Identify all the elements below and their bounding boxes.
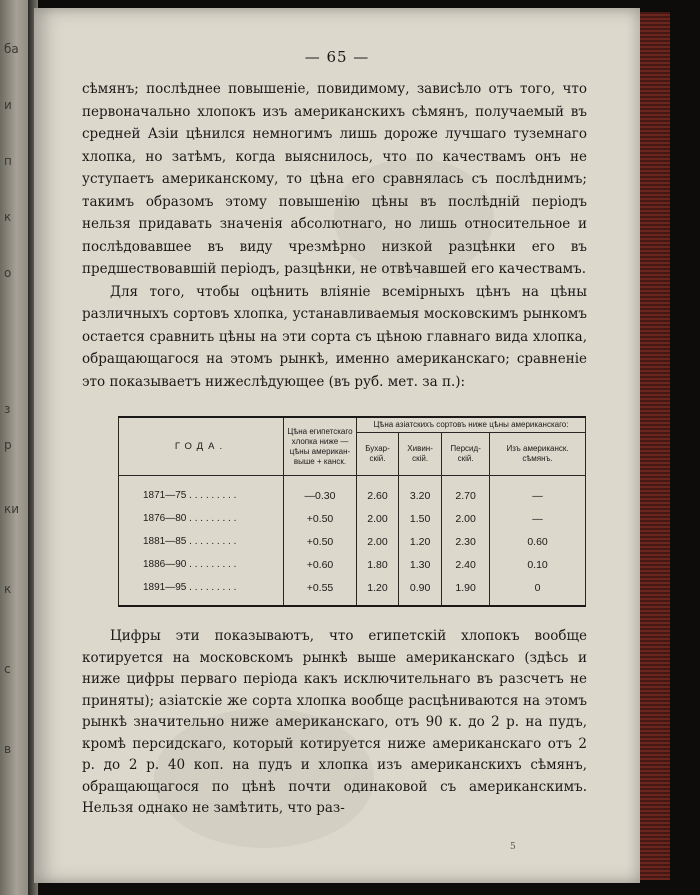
cell-egypt: +0.60 bbox=[284, 553, 357, 576]
cell-american-seeds: 0.60 bbox=[490, 530, 586, 553]
cell-bukhara: 2.00 bbox=[357, 507, 399, 530]
cell-american-seeds: 0.10 bbox=[490, 553, 586, 576]
cell-bukhara: 1.20 bbox=[357, 576, 399, 606]
book-page bbox=[34, 8, 640, 883]
bottom-text-block bbox=[82, 626, 587, 820]
cell-period: 1886—90 . . . . . . . . . bbox=[119, 553, 284, 576]
cell-persia: 1.90 bbox=[442, 576, 490, 606]
header-asia-group: Цѣна азіатскихъ сортовъ ниже цѣны американскаго: bbox=[357, 417, 586, 433]
table-row bbox=[119, 507, 586, 530]
cell-period: 1876—80 . . . . . . . . . bbox=[119, 507, 284, 530]
subheader-khiva: Хивинскій. bbox=[399, 433, 442, 476]
cell-american-seeds: — bbox=[490, 476, 586, 508]
cell-persia: 2.00 bbox=[442, 507, 490, 530]
table-row bbox=[119, 553, 586, 576]
cell-period: 1891—95 . . . . . . . . . bbox=[119, 576, 284, 606]
cell-khiva: 0.90 bbox=[399, 576, 442, 606]
left-fragment: ки bbox=[4, 502, 20, 516]
left-fragment: в bbox=[4, 742, 12, 756]
cell-american-seeds: — bbox=[490, 507, 586, 530]
cell-bukhara: 2.60 bbox=[357, 476, 399, 508]
left-fragment: и bbox=[4, 98, 12, 112]
left-fragment: з bbox=[4, 402, 11, 416]
cell-egypt: +0.55 bbox=[284, 576, 357, 606]
paragraph: сѣмянъ; послѣднее повышеніе, повидимому, зависѣло отъ того, что первоначально хлопокъ изъ американскихъ сѣмянъ, получаемый въ средней Азіи цѣнился немногимъ лишь дороже лучшаго туземнаго хлопка, но затѣмъ, когда выяснилось, что по качествамъ онъ не уступаетъ американскому, то цѣна его сравнялась съ послѣднимъ; такимъ образомъ этому повышенію цѣны въ послѣдній періодъ нельзя придавать значенія абсолютнаго, но лишь относительное и послѣдовавшее въ виду чрезмѣрно низкой разцѣнки его въ предшествовавшій періодъ, разцѣнки, не отвѣчавшей его качествамъ. bbox=[82, 81, 587, 277]
left-fragment: о bbox=[4, 266, 12, 280]
page-edge-stack bbox=[640, 12, 670, 880]
cell-khiva: 1.50 bbox=[399, 507, 442, 530]
subheader-bukhara: Бухарскій. bbox=[357, 433, 399, 476]
table-row bbox=[119, 576, 586, 606]
paragraph: Для того, чтобы оцѣнить вліяніе всемірныхъ цѣнъ на цѣны различныхъ сортовъ хлопка, устанавливаемыя московскимъ рынкомъ остается сравнить цѣны на эти сорта съ цѣною главнаго вида хлопка, обращающагося на этомъ рынкѣ, именно американскаго; сравненіе это показываетъ нижеслѣдующее (въ руб. мет. за п.): bbox=[82, 283, 587, 390]
header-egypt: Цѣна египетскаго хлопка ниже — цѣны американ выше + канск. bbox=[284, 417, 357, 476]
left-fragment: к bbox=[4, 210, 12, 224]
table-row bbox=[119, 530, 586, 553]
cell-persia: 2.30 bbox=[442, 530, 490, 553]
table-row bbox=[119, 476, 586, 508]
signature-mark: 5 bbox=[510, 842, 516, 852]
cell-khiva: 3.20 bbox=[399, 476, 442, 508]
header-years: ГОДА. bbox=[119, 417, 284, 476]
cell-khiva: 1.20 bbox=[399, 530, 442, 553]
cell-persia: 2.40 bbox=[442, 553, 490, 576]
cell-egypt: —0.30 bbox=[284, 476, 357, 508]
subheader-persia: Персидскій. bbox=[442, 433, 490, 476]
cell-period: 1871—75 . . . . . . . . . bbox=[119, 476, 284, 508]
cell-period: 1881—85 . . . . . . . . . bbox=[119, 530, 284, 553]
cell-bukhara: 2.00 bbox=[357, 530, 399, 553]
cell-persia: 2.70 bbox=[442, 476, 490, 508]
price-table-container bbox=[118, 416, 586, 607]
left-fragment: к bbox=[4, 582, 12, 596]
cell-bukhara: 1.80 bbox=[357, 553, 399, 576]
cell-khiva: 1.30 bbox=[399, 553, 442, 576]
top-text-block bbox=[82, 78, 587, 393]
left-fragment: с bbox=[4, 662, 11, 676]
page-number: — 65 — bbox=[304, 48, 370, 66]
left-fragment: п bbox=[4, 154, 12, 168]
price-table bbox=[118, 416, 586, 607]
paragraph: Цифры эти показываютъ, что египетскій хлопокъ вообще котируется на московскомъ рынкѣ выше американскаго (здѣсь и ниже цифры перваго періода какъ исключительнаго въ разсчетъ не приняты); азіатскіе же сорта хлопка вообще расцѣниваются на этомъ рынкѣ значительно ниже американскаго, отъ 90 к. до 2 р. на пудъ, кромѣ персидскаго, который котируется ниже американскаго отъ 2 р. до 2 р. 40 коп. на пудъ и хлопка изъ американскихъ сѣмянъ, обращающагося по цѣнѣ почти одинаковой съ американскимъ. Нельзя однако не замѣтить, что раз- bbox=[82, 628, 587, 816]
left-fragment: ба bbox=[4, 42, 19, 56]
left-fragment: р bbox=[4, 438, 12, 452]
cell-american-seeds: 0 bbox=[490, 576, 586, 606]
subheader-american-seeds: Изъ американск. сѣмянъ. bbox=[490, 433, 586, 476]
left-page-fragments bbox=[0, 0, 30, 895]
cell-egypt: +0.50 bbox=[284, 530, 357, 553]
cell-egypt: +0.50 bbox=[284, 507, 357, 530]
